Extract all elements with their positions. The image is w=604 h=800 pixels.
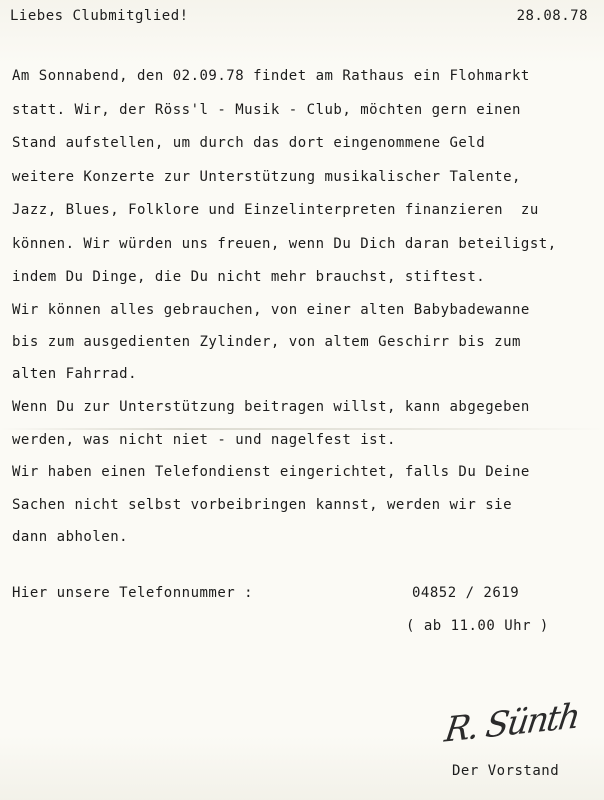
phone-label: Hier unsere Telefonnummer : bbox=[12, 585, 254, 601]
body-line: Sachen nicht selbst vorbeibringen kannst, werden wir sie bbox=[12, 497, 513, 513]
body-line: Am Sonnabend, den 02.09.78 findet am Rathaus ein Flohmarkt bbox=[12, 68, 530, 84]
body-line: alten Fahrrad. bbox=[12, 366, 138, 382]
body-line: dann abholen. bbox=[12, 529, 129, 545]
body-line: statt. Wir, der Röss'l - Musik - Club, möchten gern einen bbox=[12, 102, 521, 118]
signature-text: R. Sünth bbox=[442, 696, 582, 751]
body-line: Wenn Du zur Unterstützung beitragen willst, kann abgegeben bbox=[12, 399, 530, 415]
paper-fold-line bbox=[0, 428, 604, 430]
body-line: Wir haben einen Telefondienst eingerichtet, falls Du Deine bbox=[12, 464, 530, 480]
body-line: weitere Konzerte zur Unterstützung musikalischer Talente, bbox=[12, 169, 521, 185]
signoff-board: Der Vorstand bbox=[452, 763, 560, 779]
letter-date: 28.08.78 bbox=[516, 8, 588, 24]
body-line: Stand aufstellen, um durch das dort eingenommene Geld bbox=[12, 135, 486, 151]
body-line: Wir können alles gebrauchen, von einer alten Babybadewanne bbox=[12, 302, 530, 318]
body-line: indem Du Dinge, die Du nicht mehr brauchst, stiftest. bbox=[12, 269, 486, 285]
greeting: Liebes Clubmitglied! bbox=[10, 8, 189, 24]
handwritten-signature bbox=[442, 696, 598, 768]
body-line: können. Wir würden uns freuen, wenn Du Dich daran beteiligst, bbox=[12, 236, 557, 252]
body-line: werden, was nicht niet - und nagelfest ist. bbox=[12, 432, 396, 448]
phone-number: 04852 / 2619 bbox=[412, 585, 520, 601]
body-line: bis zum ausgedienten Zylinder, von altem Geschirr bis zum bbox=[12, 334, 521, 350]
body-line: Jazz, Blues, Folklore und Einzelinterpreten finanzieren zu bbox=[12, 202, 539, 218]
phone-hours: ( ab 11.00 Uhr ) bbox=[406, 618, 549, 634]
